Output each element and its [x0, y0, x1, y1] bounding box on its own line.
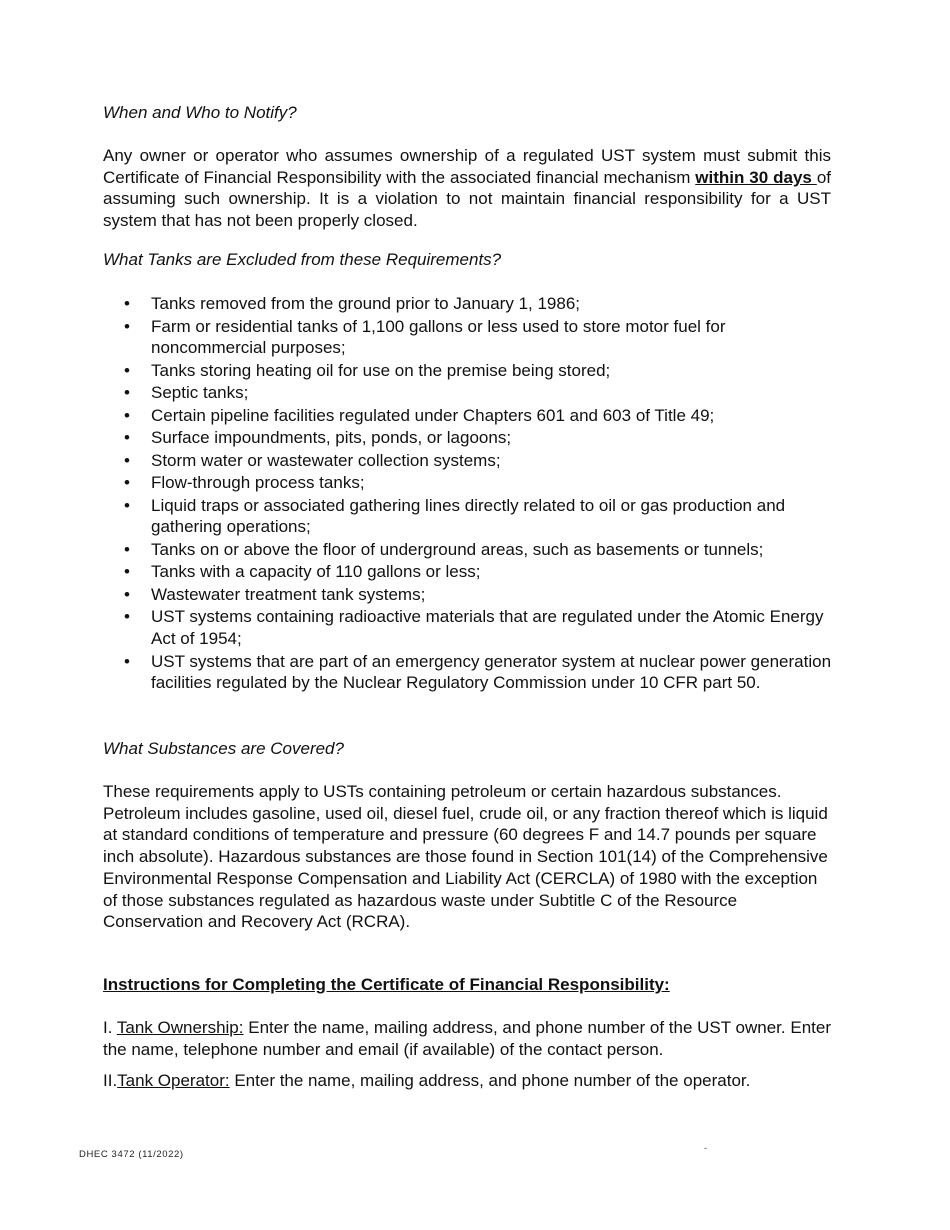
excluded-tanks-list	[122, 293, 832, 695]
list-item-text: Tanks removed from the ground prior to January 1, 1986;	[151, 294, 581, 313]
excluded-heading: What Tanks are Excluded from these Requirements?	[103, 250, 502, 269]
list-item-text: Liquid traps or associated gathering lines directly related to oil or gas production and gathering operations;	[151, 495, 786, 537]
list-item-text: UST systems that are part of an emergency generator system at nuclear power generation facilities regulated by the Nuclear Regulatory Commission under 10 CFR part 50.	[151, 651, 832, 693]
list-item	[122, 293, 832, 315]
ownership-label: Tank Ownership:	[116, 1018, 244, 1037]
form-id: DHEC 3472 (11/2022)	[79, 1149, 184, 1160]
operator-label: Tank Operator:	[117, 1071, 230, 1090]
list-item-text: Certain pipeline facilities regulated under Chapters 601 and 603 of Title 49;	[151, 405, 715, 425]
list-item	[122, 450, 832, 472]
bullet-icon: •	[124, 360, 130, 380]
list-item	[122, 405, 832, 427]
list-item	[122, 382, 832, 404]
instruction-tank-ownership	[103, 1017, 831, 1060]
bullet-icon: •	[124, 562, 130, 582]
notify-paragraph	[103, 145, 831, 232]
list-item-text: Flow-through process tanks;	[151, 473, 365, 493]
bullet-icon: •	[124, 607, 130, 627]
bullet-icon: •	[124, 495, 130, 515]
list-item-text: UST systems containing radioactive materials that are regulated under the Atomic Energy Act of 1954;	[151, 607, 824, 649]
notify-text-before: Any owner or operator who assumes ownership of a regulated UST system must submit this Certificate of Financial Responsibility with the associated financial mechanism	[103, 146, 831, 187]
bullet-icon: •	[124, 428, 130, 448]
list-item	[122, 561, 832, 583]
list-item-text: Wastewater treatment tank systems;	[151, 584, 426, 604]
list-item	[122, 316, 832, 359]
list-item	[122, 495, 832, 538]
list-item	[122, 539, 832, 561]
ownership-prefix: I.	[103, 1018, 117, 1037]
list-item	[122, 360, 832, 382]
bullet-icon: •	[124, 539, 130, 559]
bullet-icon: •	[124, 473, 130, 493]
list-item-text: Surface impoundments, pits, ponds, or lagoons;	[151, 428, 512, 448]
list-item-text: Tanks with a capacity of 110 gallons or less;	[151, 562, 481, 582]
instruction-tank-operator	[103, 1070, 831, 1092]
bullet-icon: •	[124, 584, 130, 604]
bullet-icon: •	[124, 651, 130, 671]
list-item-text: Tanks storing heating oil for use on the premise being stored;	[151, 360, 611, 380]
list-item-text: Tanks on or above the floor of underground areas, such as basements or tunnels;	[151, 539, 764, 559]
bullet-icon: •	[124, 450, 130, 470]
list-item	[122, 584, 832, 606]
notify-deadline: within 30 days	[695, 167, 817, 187]
bullet-icon: •	[124, 405, 130, 425]
scan-mark: -	[704, 1143, 707, 1153]
list-item	[122, 651, 832, 694]
bullet-icon: •	[124, 383, 130, 403]
bullet-icon: •	[124, 294, 130, 313]
list-item	[122, 427, 832, 449]
instructions-heading: Instructions for Completing the Certificate of Financial Responsibility:	[103, 975, 670, 994]
notify-text-after: of assuming such ownership. It is a violation to not maintain financial responsibility for a UST system that has not been properly closed.	[103, 167, 831, 231]
bullet-icon: •	[124, 316, 130, 336]
notify-heading: When and Who to Notify?	[103, 103, 297, 122]
substances-heading: What Substances are Covered?	[103, 739, 344, 758]
substances-paragraph: These requirements apply to USTs containing petroleum or certain hazardous substances. Petroleum includes gasoline, used oil, diesel fuel, crude oil, or any fraction thereof which is liquid at standard conditions of temperature and pressure (60 degrees F and 14.7 pounds per square inch absolute). Hazardous substances are those found in Section 101(14) of the Comprehensive Environmental Response Compensation and Liability Act (CERCLA) of 1980 with the exception of those substances regulated as hazardous waste under Subtitle C of the Resource Conservation and Recovery Act (RCRA).	[103, 782, 828, 932]
list-item-text: Septic tanks;	[151, 383, 249, 403]
list-item	[122, 472, 832, 494]
ownership-text: Enter the name, mailing address, and phone number of the UST owner. Enter the name, telephone number and email (if available) of the contact person.	[103, 1018, 831, 1059]
list-item-text: Farm or residential tanks of 1,100 gallons or less used to store motor fuel for noncommercial purposes;	[151, 316, 726, 358]
list-item-text: Storm water or wastewater collection systems;	[151, 450, 501, 470]
operator-text: Enter the name, mailing address, and phone number of the operator.	[229, 1071, 751, 1090]
operator-prefix: II.	[103, 1071, 118, 1090]
list-item	[122, 606, 832, 649]
